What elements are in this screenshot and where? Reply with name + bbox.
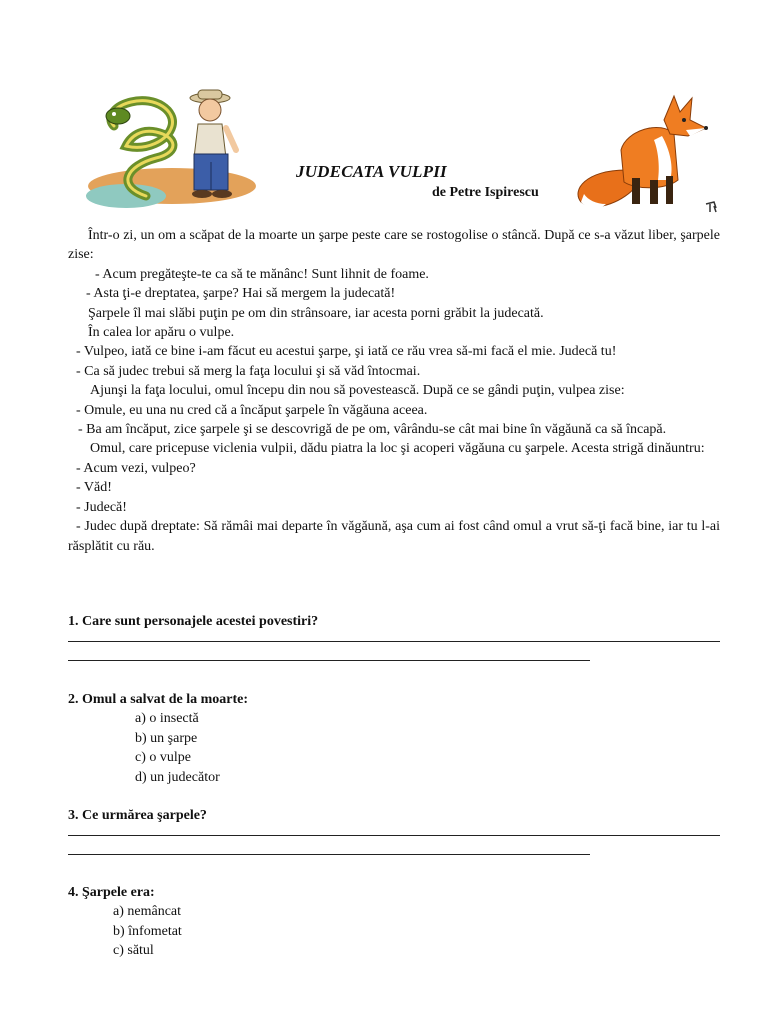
story-paragraph: În calea lor apăru o vulpe. [88,325,235,341]
story-paragraph: Omul, care pricepuse viclenia vulpii, dădu piatra la loc şi acoperi văgăuna cu şarpele. Acesta strigă dinăuntru: [90,441,705,457]
question-title: 4. Şarpele era: [68,885,155,900]
question-1 [68,612,720,661]
story-paragraph: Şarpele îl mai slăbi puţin pe om din strânsoare, iar acesta porni grăbit la judecată. [88,305,544,321]
option-b[interactable]: b) un şarpe [135,730,198,746]
story-paragraph: - Judec după dreptate: Să rămâi mai departe în văgăună, aşa cum ai fost când omul a vrut să-ţi facă bine, iar tu l-ai răsplătit cu rău. [68,519,720,554]
option-b[interactable]: b) înfometat [113,923,182,939]
story-paragraph: Într-o zi, un om a scăpat de la moarte un şarpe peste care se rostogolise o stâncă. După ce s-a văzut liber, şarpele zise: [68,228,720,263]
options-list [68,902,720,960]
question-4 [68,883,720,961]
story-paragraph: - Omule, eu una nu cred că a încăput şarpele în văgăuna aceea. [76,402,428,418]
option-c[interactable]: c) o vulpe [135,750,191,766]
story-paragraph: Ajunşi la faţa locului, omul începu din nou să povestească. După ce se gândi puţin, vulpea zise: [90,383,625,399]
story-paragraph: - Asta ţi-e dreptatea, şarpe? Hai să mergem la judecată! [86,286,396,302]
option-c[interactable]: c) sătul [113,943,154,959]
story-paragraph: - Vulpeo, iată ce bine i-am făcut eu acestui şarpe, şi iată ce rău vrea să-mi facă el mie. Judecă tu! [76,344,617,360]
question-title: 3. Ce urmărea şarpele? [68,808,207,823]
story-paragraph: - Acum vezi, vulpeo? [76,460,196,476]
story-paragraph: - Văd! [76,480,112,496]
answer-line[interactable] [68,641,720,642]
fox-illustration [566,90,726,218]
author-line: de Petre Ispirescu [432,185,539,200]
story-paragraph: - Acum pregăteşte-te ca să te mănânc! Sunt lihnit de foame. [95,266,429,282]
man-and-snake-illustration [86,86,258,210]
options-list [68,709,720,787]
answer-line[interactable] [68,854,590,855]
story-text [68,226,720,556]
story-paragraph: - Ba am încăput, zice şarpele şi se descovrigă de pe om, vârându-se cât mai bine în văgăună ca să încapă. [78,422,667,438]
question-2 [68,690,720,787]
question-3 [68,806,720,855]
page-title: JUDECATA VULPII [296,162,447,181]
option-a[interactable]: a) o insectă [135,711,199,727]
question-title: 1. Care sunt personajele acestei povestiri? [68,614,319,629]
question-title: 2. Omul a salvat de la moarte: [68,692,249,707]
option-a[interactable]: a) nemâncat [113,904,182,920]
answer-line[interactable] [68,835,720,836]
story-paragraph: - Judecă! [76,499,127,515]
option-d[interactable]: d) un judecător [135,769,220,785]
story-paragraph: - Ca să judec trebui să merg la faţa locului şi să văd întocmai. [76,363,421,379]
answer-line[interactable] [68,660,590,661]
